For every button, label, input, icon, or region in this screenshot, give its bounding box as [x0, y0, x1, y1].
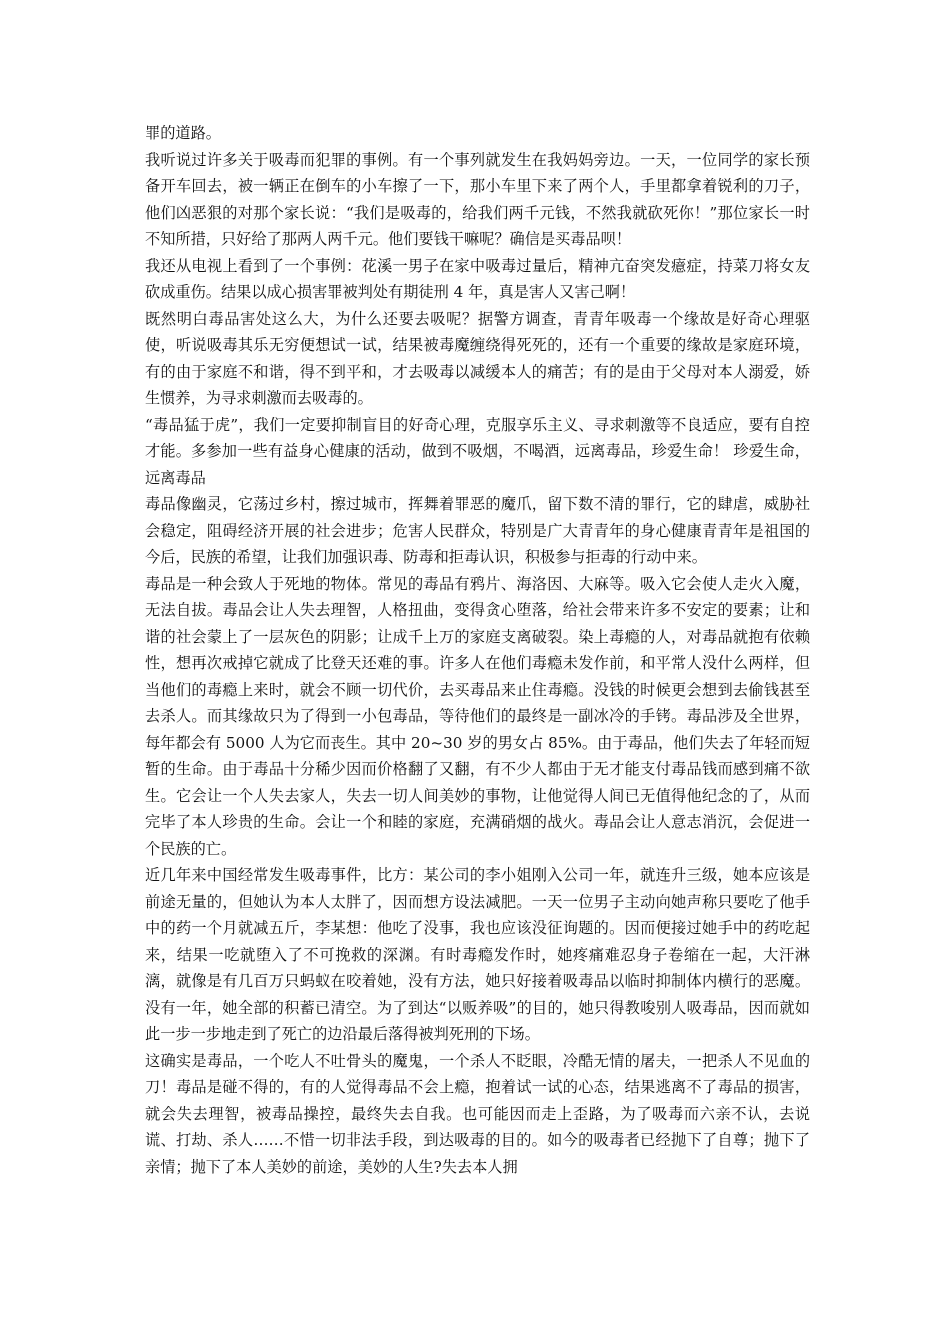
paragraph: 毒品是一种会致人于死地的物体。常见的毒品有鸦片、海洛因、大麻等。吸入它会使人走火入魔，无法自拔。毒品会让人失去理智，人格扭曲，变得贪心堕落，给社会带来许多不安定的要素；让和谐的社会蒙上了一层灰色的阴影；让成千上万的家庭支离破裂。染上毒瘾的人，对毒品就抱有依赖性，想再次戒掉它就成了比登天还难的事。许多人在他们毒瘾未发作前，和平常人没什么两样，但当他们的毒瘾上来时，就会不顾一切代价，去买毒品来止住毒瘾。没钱的时候更会想到去偷钱甚至去杀人。而其缘故只为了得到一小包毒品，等待他们的最终是一副冰冷的手铐。毒品涉及全世界，每年都会有 5000 人为它而丧生。其中 20~30 岁的男女占 85%。由于毒品，他们失去了年轻而短暂的生命。由于毒品十分稀少因而价格翻了又翻，有不少人都由于无才能支付毒品钱而感到痛不欲生。它会让一个人失去家人，失去一切人间美妙的事物，让他觉得人间已无值得他纪念的了，从而完毕了本人珍贵的生命。会让一个和睦的家庭，充满硝烟的战火。毒品会让人意志消沉，会促进一个民族的亡。: [145, 574, 810, 858]
paragraph: 既然明白毒品害处这么大，为什么还要去吸呢？据警方调查，青青年吸毒一个缘故是好奇心理驱使，听说吸毒其乐无穷便想试一试，结果被毒魔缠绕得死死的，还有一个重要的缘故是家庭环境，有的由于家庭不和谐，得不到平和，才去吸毒以减缓本人的痛苦；有的是由于父母对本人溺爱，娇生惯养，为寻求刺激而去吸毒的。: [145, 309, 810, 407]
document-body: [145, 120, 810, 1180]
paragraph: 近几年来中国经常发生吸毒事件，比方：某公司的李小姐刚入公司一年，就连升三级，她本应该是前途无量的，但她认为本人太胖了，因而想方设法减肥。一天一位男子主动向她声称只要吃了他手中的药一个月就减五斤，李某想：他吃了没事，我也应该没征询题的。因而便接过她手中的药吃起来，结果一吃就堕入了不可挽救的深渊。有时毒瘾发作时，她疼痛难忍身子卷缩在一起，大汗淋漓，就像是有几百万只蚂蚁在咬着她，没有方法，她只好接着吸毒品以临时抑制体内横行的恶魔。没有一年，她全部的积蓄已清空。为了到达“以贩养吸”的目的，她只得教唆别人吸毒品，因而就如此一步一步地走到了死亡的边沿最后落得被判死刑的下场。: [145, 866, 810, 1043]
paragraph: 罪的道路。: [145, 124, 221, 142]
paragraph: 毒品像幽灵，它荡过乡村，擦过城市，挥舞着罪恶的魔爪，留下数不清的罪行，它的肆虐，威胁社会稳定，阻碍经济开展的社会进步；危害人民群众，特别是广大青青年的身心健康青青年是祖国的今后，民族的希望，让我们加强识毒、防毒和拒毒认识，积极参与拒毒的行动中来。: [145, 495, 810, 566]
paragraph: 我还从电视上看到了一个事例：花溪一男子在家中吸毒过量后，精神亢奋突发癔症，持菜刀将女友砍成重伤。结果以成心损害罪被判处有期徒刑 4 年，真是害人又害己啊！: [145, 256, 810, 301]
paragraph: 这确实是毒品，一个吃人不吐骨头的魔鬼，一个杀人不眨眼，冷酷无情的屠夫，一把杀人不见血的刀！毒品是碰不得的，有的人觉得毒品不会上瘾，抱着试一试的心态，结果逃离不了毒品的损害，就会失去理智，被毒品操控，最终失去自我。也可能因而走上歪路，为了吸毒而六亲不认，去说谎、打劫、杀人……不惜一切非法手段，到达吸毒的目的。如今的吸毒者已经抛下了自尊；抛下了亲情；抛下了本人美妙的前途，美妙的人生?失去本人拥: [145, 1051, 810, 1176]
paragraph: 我听说过许多关于吸毒而犯罪的事例。有一个事列就发生在我妈妈旁边。一天，一位同学的家长预备开车回去，被一辆正在倒车的小车擦了一下，那小车里下来了两个人，手里都拿着锐利的刀子，他们凶恶狠的对那个家长说：“我们是吸毒的，给我们两千元钱，不然我就砍死你！”那位家长一时不知所措，只好给了那两人两千元。他们要钱干嘛呢？确信是买毒品呗！: [145, 150, 810, 248]
paragraph: “毒品猛于虎”，我们一定要抑制盲目的好奇心理，克服享乐主义、寻求刺激等不良适应，要有自控才能。多参加一些有益身心健康的活动，做到不吸烟，不喝酒，远离毒品，珍爱生命！ 珍爱生命，远离毒品: [145, 415, 810, 487]
